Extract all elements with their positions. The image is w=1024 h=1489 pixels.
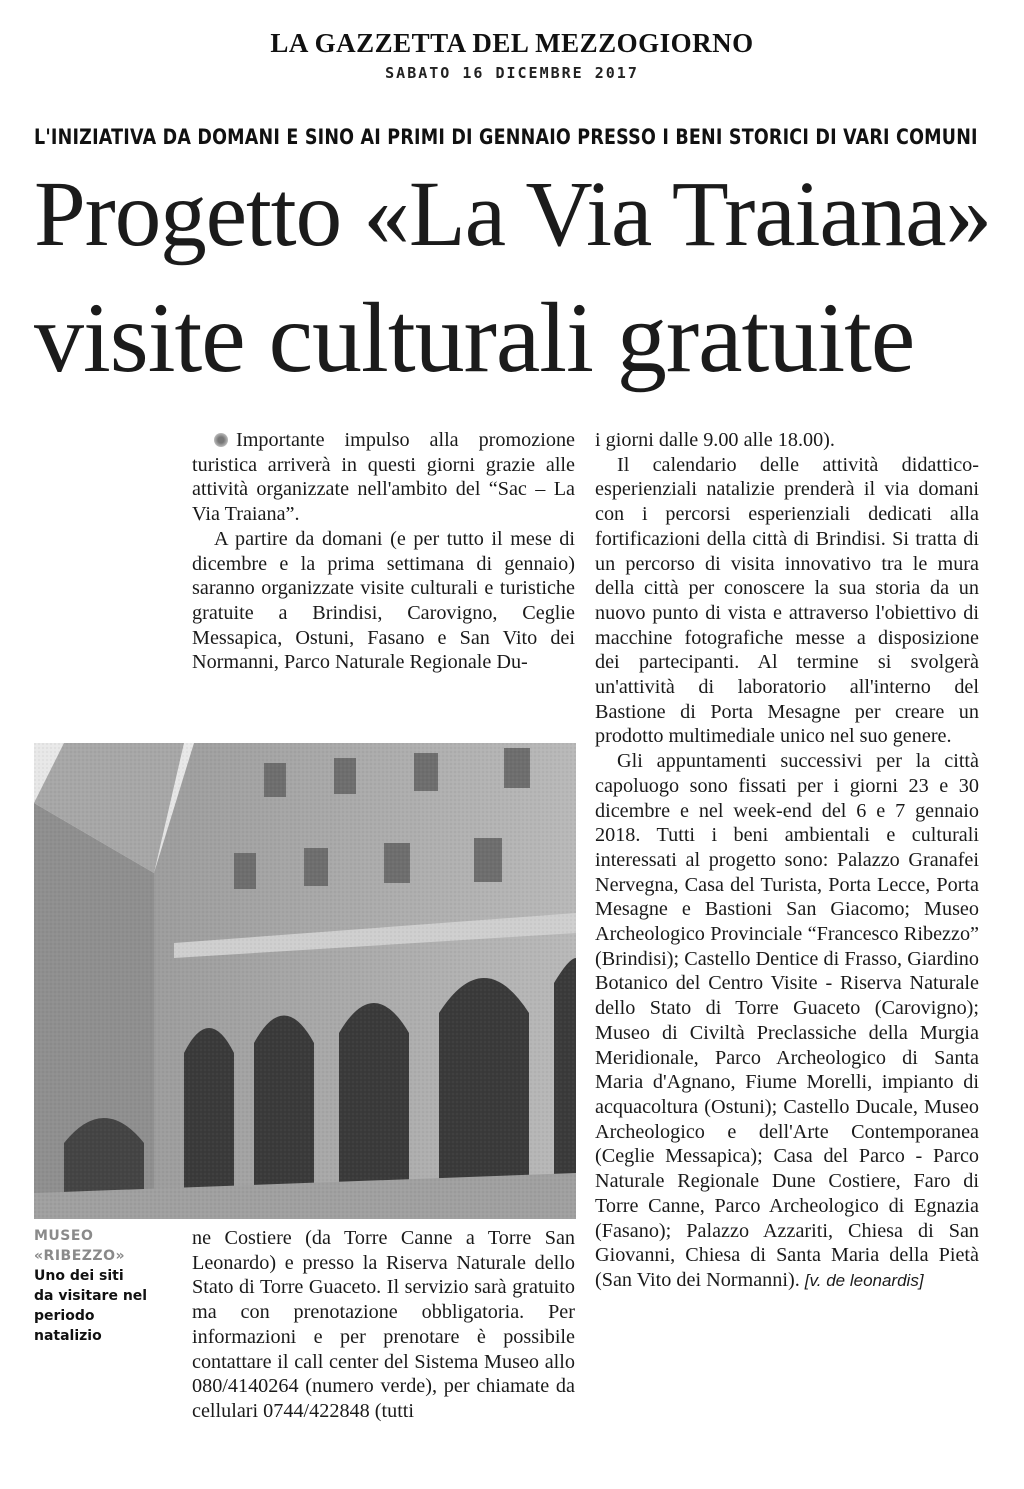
paragraph-intro [192,428,575,527]
caption-text-line-2: da visitare nel [34,1288,148,1304]
paragraph-continuation: i giorni dalle 9.00 alle 18.00). [595,429,835,451]
caption-title-line-2: «RIBEZZO» [34,1248,126,1264]
body-column-1-continued [192,1226,575,1424]
article-kicker: L'INIZIATIVA DA DOMANI E SINO AI PRIMI DI GENNAIO PRESSO I BENI STORICI DI VARI COMUNI [34,126,978,150]
article-photo [34,743,576,1219]
paragraph-calendar: Il calendario delle attività didattico-esperienziali natalizie prenderà il via domani con i percorsi esperienziali dedicati alla fortificazioni della città di Brindisi. Si tratta di un percorso di visita innovativo tra le mura della città per conoscere la sua storia da un nuovo punto di vista e attraverso l'obiettivo di macchine fotografiche messe a disposizione dei partecipanti. Al termine si svolgerà un'attività di laboratorio all'interno del Bastione di Porta Mesagne per creare un prodotto multimediale unico nel suo genere. [595,453,979,748]
building-courtyard-photo-icon [34,743,576,1219]
issue-date: SABATO 16 DICEMBRE 2017 [385,64,639,82]
caption-title-line-1: MUSEO [34,1228,94,1244]
paragraph-appointments-text: Gli appuntamenti successivi per la città capoluogo sono fissati per i giorni 23 e 30 dicembre e nel week-end del 6 e 7 gennaio 2018. Tutti i beni ambientali e culturali interessati al progetto sono: Palazzo Granafei Nervegna, Casa del Turista, Porta Lecce, Porta Mesagne e Bastioni San Giacomo; Museo Archeologico Provinciale “Francesco Ribezzo” (Brindisi); Castello Dentice di Frasso, Giardino Botanico del Centro Visite - Riserva Naturale dello Stato di Torre Guaceto (Carovigno); Museo di Civiltà Preclassiche della Murgia Meridionale, Parco Archeologico di Santa Maria d'Agnano, Fiume Morelli, impianto di acquacoltura (Ostuni); Castello Ducale, Museo Archeologico e dell'Arte Contemporanea (Ceglie Messapica); Casa del Parco - Parco Naturale Regionale Dune Costiere, Faro di Torre Canne, Parco Archeologico di Egnazia (Fasano); Palazzo Azzariti, Chiesa di San Giovanni, Chiesa di Santa Maria della Pietà (San Vito dei Normanni). [595,750,979,1291]
bullet-icon [214,433,228,447]
body-column-1 [192,428,575,675]
photo-caption [34,1226,174,1346]
body-column-2 [595,428,979,1294]
caption-text-line-1: Uno dei siti [34,1268,124,1284]
caption-text-line-3: periodo [34,1308,95,1324]
headline-line-2: visite culturali gratuite [34,282,915,393]
headline-line-1: Progetto «La Via Traiana» [34,163,991,266]
paragraph-continued: ne Costiere (da Torre Canne a Torre San Leonardo) e presso la Riserva Naturale dello Stato di Torre Guaceto. Il servizio sarà gratuito ma con prenotazione obbligatoria. Per informazioni e per prenotare è possibile contattare il call center del Sistema Museo allo 080/4140264 (numero verde), per chiamate da cellulari 0744/422848 (tutti [192,1227,575,1422]
paragraph-appointments [595,749,979,1293]
newspaper-masthead: LA GAZZETTA DEL MEZZOGIORNO [270,28,754,58]
author-signature: [v. de leonardis] [804,1270,924,1290]
paragraph-intro-text: Importante impulso alla promozione turistica arriverà in questi giorni grazie alle attività organizzate nell'ambito del “Sac – La Via Traiana”. [192,429,575,526]
caption-text-line-4: natalizio [34,1328,102,1344]
paragraph-2: A partire da domani (e per tutto il mese di dicembre e la prima settimana di gennaio) saranno organizzate visite culturali e turistiche gratuite a Brindisi, Carovigno, Ceglie Messapica, Ostuni, Fasano e San Vito dei Normanni, Parco Naturale Regionale Du- [192,527,575,674]
